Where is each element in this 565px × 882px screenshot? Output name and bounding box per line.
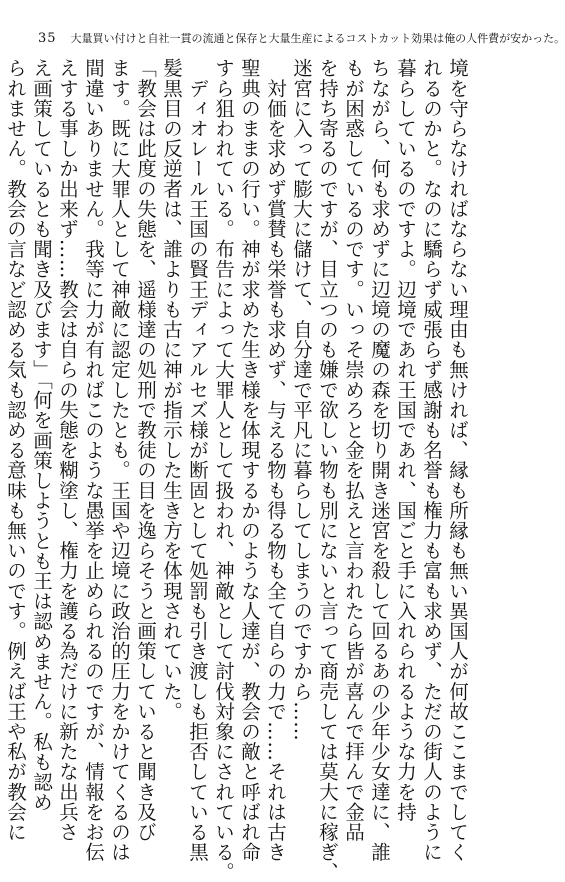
page-number: 35 bbox=[38, 31, 57, 46]
text-line: 迷宮に入って膨大に儲けて、自分達で平凡に暮らしてしまうのですから…… bbox=[290, 58, 313, 742]
text-line: ディオレール王国の賢王ディアルセズ様が断固として処罰も引き渡しも拒否している黒 bbox=[186, 58, 209, 862]
text-line: られません。教会の言など認める気も認める意味も無いのです。例えば王や私が教会に bbox=[4, 58, 27, 842]
text-line: ちながら、何も求めずに辺境の魔の森を切り開き迷宮を殺して回るあの少年少女達に、誰 bbox=[368, 58, 391, 862]
text-line: もが困惑しているのです。いっそ崇めろと金を払えと言われたら皆が喜んで拝んで金品 bbox=[342, 58, 365, 842]
text-line: 聖典のままの行い。神が求めた生き様を体現するかのような人達が、教会の敵と呼ばれ命 bbox=[238, 58, 261, 862]
text-line: 髪黒目の反逆者は、誰よりも古に神が指示した生き方を体現されていた。 bbox=[160, 58, 183, 722]
text-line: 境を守らなければならない理由も無ければ、縁も所縁も無い異国人が何故ここまでしてく bbox=[446, 58, 469, 862]
text-line: 間違いありません。我等に力が有ればこのような愚挙を止められるのですが、情報をお伝 bbox=[82, 58, 105, 862]
text-line: 対価を求めず賞賛も栄誉も求めず、与える物も得る物も全て自らの力で……それは古き bbox=[264, 58, 287, 862]
text-line: え画策しているとも聞き及びます」「何を画策しようとも王は認めません。私も認め bbox=[30, 58, 53, 813]
chapter-title: 大量買い付けと自社一貫の流通と保存と大量生産によるコストカット効果は俺の人件費が安かった。 bbox=[70, 32, 565, 45]
text-line: すら狙われている。布告によって大罪人として扱われ、神敵として討伐対象にされている。 bbox=[212, 58, 235, 882]
text-line: 「教会は此度の失態を、遥様達の処刑で教徒の目を逸らそうと画策していると聞き及び bbox=[134, 58, 157, 842]
text-line: ます。既に大罪人として神敵に認定したとも。王国や辺境に政治的圧力をかけてくるのは bbox=[108, 58, 131, 862]
text-line: 暮らしているのですよ。辺境であれ王国であれ、国ごと手に入れられるような力を持 bbox=[394, 58, 417, 822]
running-header bbox=[38, 30, 565, 50]
text-line: れるのかと。なのに驕らず威張らず感謝も名誉も権力も富も求めず、ただの街人のように bbox=[420, 58, 443, 862]
vertical-body-text bbox=[4, 58, 469, 882]
text-line: を持ち寄るのですが、目立つのも嫌で欲しい物も別にないと言って商売しては莫大に稼ぎ、 bbox=[316, 58, 339, 882]
text-line: えする事しか出来ず……教会は自らの失態を糊塗し、権力を護る為だけに新たな出兵さ bbox=[56, 58, 79, 842]
